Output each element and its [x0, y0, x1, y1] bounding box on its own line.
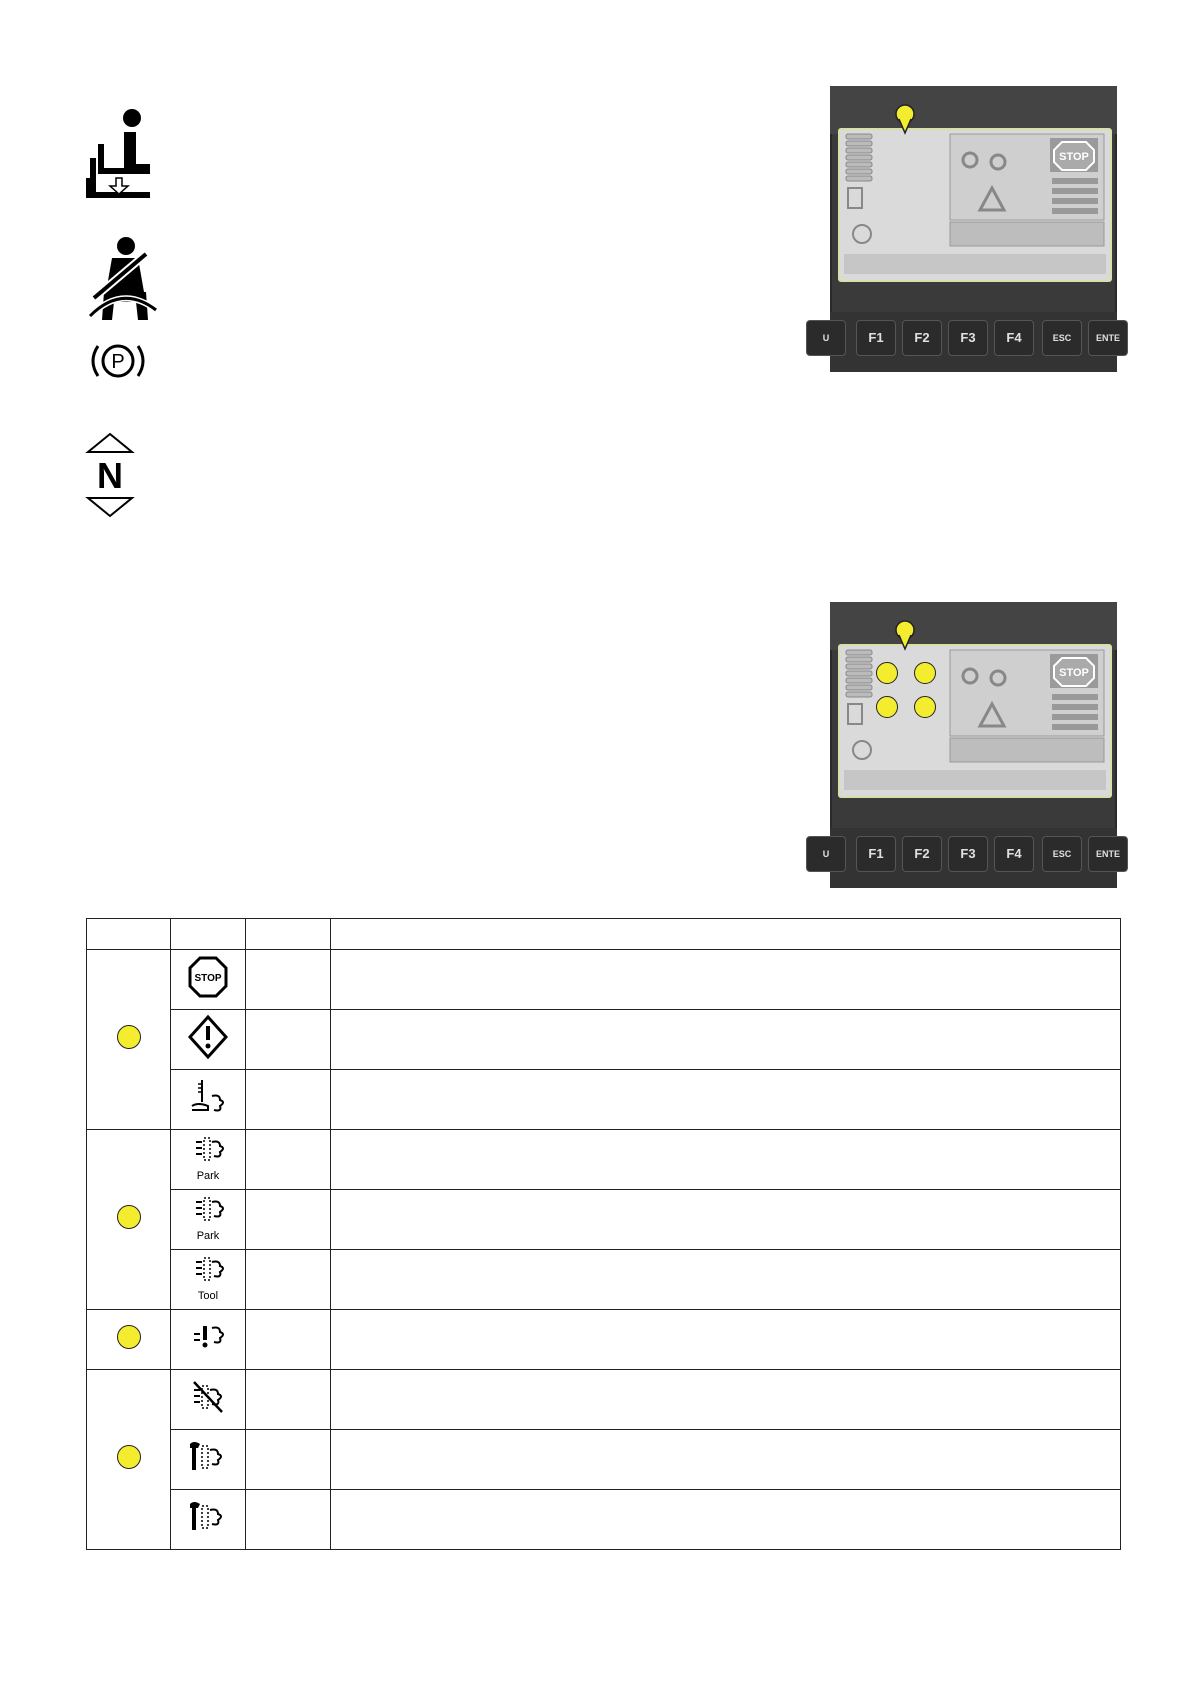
- dpf-inhibit-icon: [186, 1372, 230, 1422]
- f2-key[interactable]: F2: [902, 320, 942, 356]
- menu-key[interactable]: U: [806, 836, 846, 872]
- table-row: [87, 1070, 1121, 1130]
- callout-dot: [117, 1205, 141, 1229]
- table-row: [87, 1310, 1121, 1370]
- table-row: [87, 1490, 1121, 1550]
- f1-key[interactable]: F1: [856, 836, 896, 872]
- code-cell: [246, 1490, 331, 1550]
- svg-text:P: P: [111, 351, 125, 373]
- warning-diamond-icon: [186, 1012, 230, 1062]
- svg-text:STOP: STOP: [1059, 667, 1089, 679]
- icon-sublabel: Park: [196, 1170, 220, 1182]
- code-cell: [246, 1190, 331, 1250]
- code-cell: [246, 950, 331, 1010]
- table-row: [87, 950, 1121, 1010]
- svg-text:STOP: STOP: [1059, 151, 1089, 163]
- f1-key[interactable]: F1: [856, 320, 896, 356]
- display-screen: [838, 128, 1112, 282]
- column-header: [171, 919, 246, 950]
- column-header: [331, 919, 1121, 950]
- dpf-alert-icon: [186, 1312, 230, 1362]
- display-panel-2: [822, 602, 1120, 888]
- icon-cell: [171, 1250, 246, 1310]
- svg-text:STOP: STOP: [194, 973, 222, 984]
- stop-icon: [186, 952, 230, 1002]
- column-header: [246, 919, 331, 950]
- dpf-service-icon: [186, 1492, 230, 1542]
- icon-cell: [171, 1190, 246, 1250]
- dpf-service-icon: [186, 1432, 230, 1482]
- code-cell: [246, 1310, 331, 1370]
- menu-key[interactable]: U: [806, 320, 846, 356]
- icon-cell: [171, 1010, 246, 1070]
- callout-cell: [87, 1310, 171, 1370]
- description-cell: [331, 1010, 1121, 1070]
- callout-cell: [87, 1370, 171, 1550]
- callout-4: [914, 696, 936, 718]
- description-cell: [331, 1250, 1121, 1310]
- parking-brake-icon: [88, 342, 148, 380]
- seatbelt-icon: [86, 236, 158, 320]
- description-cell: [331, 1070, 1121, 1130]
- callout-2: [914, 662, 936, 684]
- table-row: [87, 1010, 1121, 1070]
- callout-dot: [117, 1025, 141, 1049]
- icon-cell: [171, 1310, 246, 1370]
- column-header: [87, 919, 171, 950]
- description-cell: [331, 1430, 1121, 1490]
- f4-key[interactable]: F4: [994, 320, 1034, 356]
- f2-key[interactable]: F2: [902, 836, 942, 872]
- callout-pin: [895, 104, 915, 134]
- svg-text:N: N: [97, 455, 123, 496]
- code-cell: [246, 1070, 331, 1130]
- exhaust-temp-icon: [186, 1072, 230, 1122]
- table-header-row: [87, 919, 1121, 950]
- seat-operator-icon: [84, 108, 156, 198]
- code-cell: [246, 1010, 331, 1070]
- description-cell: [331, 1370, 1121, 1430]
- enter-key[interactable]: ENTE: [1088, 320, 1128, 356]
- table-row: [87, 1370, 1121, 1430]
- icon-cell: [171, 1490, 246, 1550]
- callout-1: [876, 662, 898, 684]
- description-cell: [331, 1190, 1121, 1250]
- callout-pin: [895, 620, 915, 650]
- code-cell: [246, 1250, 331, 1310]
- icon-cell: [171, 1070, 246, 1130]
- esc-key[interactable]: ESC: [1042, 836, 1082, 872]
- enter-key[interactable]: ENTE: [1088, 836, 1128, 872]
- table-row: [87, 1250, 1121, 1310]
- callout-cell: [87, 1130, 171, 1310]
- icon-sublabel: Tool: [197, 1290, 219, 1302]
- neutral-gear-icon: [86, 432, 134, 518]
- dpf-regen-icon: [186, 1252, 230, 1302]
- esc-key[interactable]: ESC: [1042, 320, 1082, 356]
- callout-dot: [117, 1325, 141, 1349]
- icon-cell: [171, 1130, 246, 1190]
- callout-cell: [87, 950, 171, 1130]
- description-cell: [331, 950, 1121, 1010]
- legend-table: [86, 918, 1121, 1550]
- icon-cell: [171, 950, 246, 1010]
- display-panel-1: [822, 86, 1120, 372]
- description-cell: [331, 1310, 1121, 1370]
- icon-cell: [171, 1430, 246, 1490]
- callout-dot: [117, 1445, 141, 1469]
- table-row: [87, 1430, 1121, 1490]
- dpf-regen-icon: [186, 1132, 230, 1182]
- callout-3: [876, 696, 898, 718]
- f4-key[interactable]: F4: [994, 836, 1034, 872]
- description-cell: [331, 1130, 1121, 1190]
- code-cell: [246, 1370, 331, 1430]
- table-row: [87, 1190, 1121, 1250]
- f3-key[interactable]: F3: [948, 836, 988, 872]
- icon-sublabel: Park: [196, 1230, 220, 1242]
- icon-cell: [171, 1370, 246, 1430]
- dpf-regen-icon: [186, 1192, 230, 1242]
- table-row: [87, 1130, 1121, 1190]
- description-cell: [331, 1490, 1121, 1550]
- f3-key[interactable]: F3: [948, 320, 988, 356]
- code-cell: [246, 1430, 331, 1490]
- code-cell: [246, 1130, 331, 1190]
